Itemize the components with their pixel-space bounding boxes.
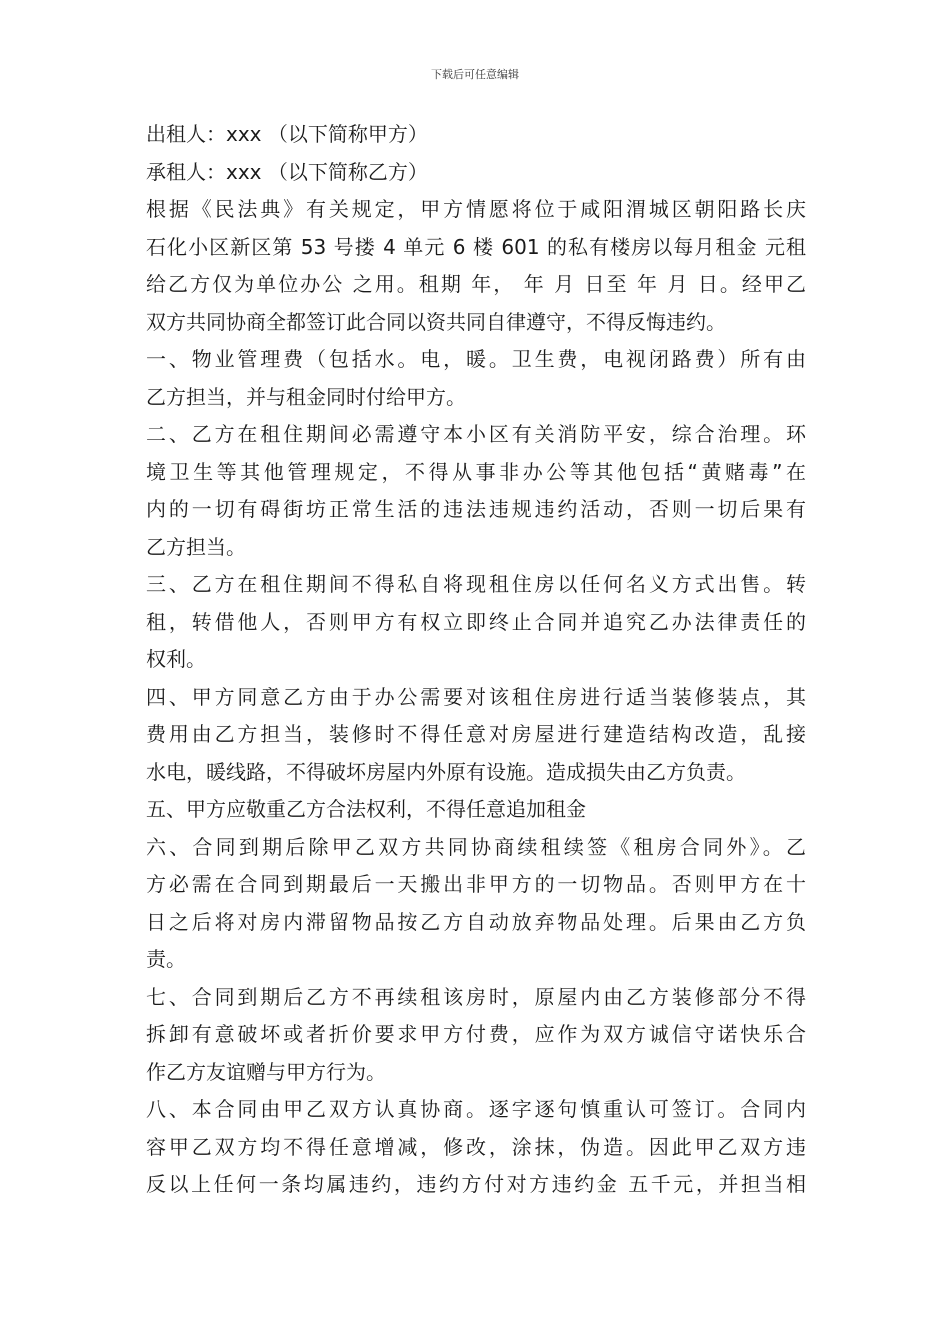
contract-body (146, 116, 806, 1204)
contract-line: 境卫生等其他管理规定，不得从事非办公等其他包括“黄赌毒”在 (146, 459, 806, 484)
contract-line: 出租人：xxx （以下简称甲方） (146, 122, 428, 146)
contract-line: 根据《民法典》有关规定，甲方情愿将位于咸阳渭城区朝阳路长庆 (146, 197, 806, 221)
header-note: 下载后可任意编辑 (431, 68, 519, 81)
contract-line: 费用由乙方担当，装修时不得任意对房屋进行建造结构改造，乱接 (146, 722, 806, 746)
contract-line: 三、乙方在租住期间不得私自将现租住房以任何名义方式出售。转 (146, 572, 806, 596)
contract-line: 八、本合同由甲乙双方认真协商。逐字逐句慎重认可签订。合同内 (146, 1097, 806, 1121)
contract-line: 权利。 (146, 647, 206, 671)
contract-line: 容甲乙双方均不得任意增减，修改，涂抹，伪造。因此甲乙双方违 (146, 1134, 806, 1159)
contract-line: 石化小区新区第 53 号搂 4 单元 6 楼 601 的私有楼房以每月租金 元租 (146, 234, 806, 259)
contract-line: 内的一切有碍街坊正常生活的违法违规违约活动，否则一切后果有 (146, 497, 806, 521)
contract-line: 乙方担当，并与租金同时付给甲方。 (146, 384, 466, 409)
contract-line: 责。 (146, 947, 186, 971)
contract-line: 拆卸有意破坏或者折价要求甲方付费，应作为双方诚信守诺快乐合 (146, 1022, 806, 1046)
contract-line: 承租人：xxx （以下简称乙方） (146, 159, 428, 184)
contract-line: 七、合同到期后乙方不再续租该房时，原屋内由乙方装修部分不得 (146, 984, 806, 1009)
contract-line: 五、甲方应敬重乙方合法权利，不得任意追加租金 (146, 797, 586, 821)
contract-line: 日之后将对房内滞留物品按乙方自动放弃物品处理。后果由乙方负 (146, 909, 806, 934)
contract-line: 水电，暖线路，不得破坏房屋内外原有设施。造成损失由乙方负责。 (146, 759, 746, 784)
contract-line: 租，转借他人，否则甲方有权立即终止合同并追究乙办法律责任的 (146, 609, 806, 634)
contract-line: 六、合同到期后除甲乙双方共同协商续租续签《租房合同外》。乙 (146, 834, 806, 859)
contract-line: 方必需在合同到期最后一天搬出非甲方的一切物品。否则甲方在十 (146, 872, 806, 896)
contract-line: 二、乙方在租住期间必需遵守本小区有关消防平安，综合治理。环 (146, 422, 806, 446)
contract-line: 乙方担当。 (146, 534, 246, 559)
contract-line: 给乙方仅为单位办公 之用。租期 年， 年 月 日至 年 月 日。经甲乙 (146, 272, 806, 296)
contract-line: 四、甲方同意乙方由于办公需要对该租住房进行适当装修装点，其 (146, 684, 806, 709)
contract-line: 双方共同协商全都签订此合同以资共同自律遵守，不得反悔违约。 (146, 309, 726, 334)
contract-line: 反以上任何一条均属违约，违约方付对方违约金 五千元，并担当相 (146, 1172, 806, 1196)
contract-line: 作乙方友谊赠与甲方行为。 (146, 1059, 386, 1084)
contract-line: 一、物业管理费（包括水。电，暖。卫生费，电视闭路费）所有由 (146, 347, 806, 371)
